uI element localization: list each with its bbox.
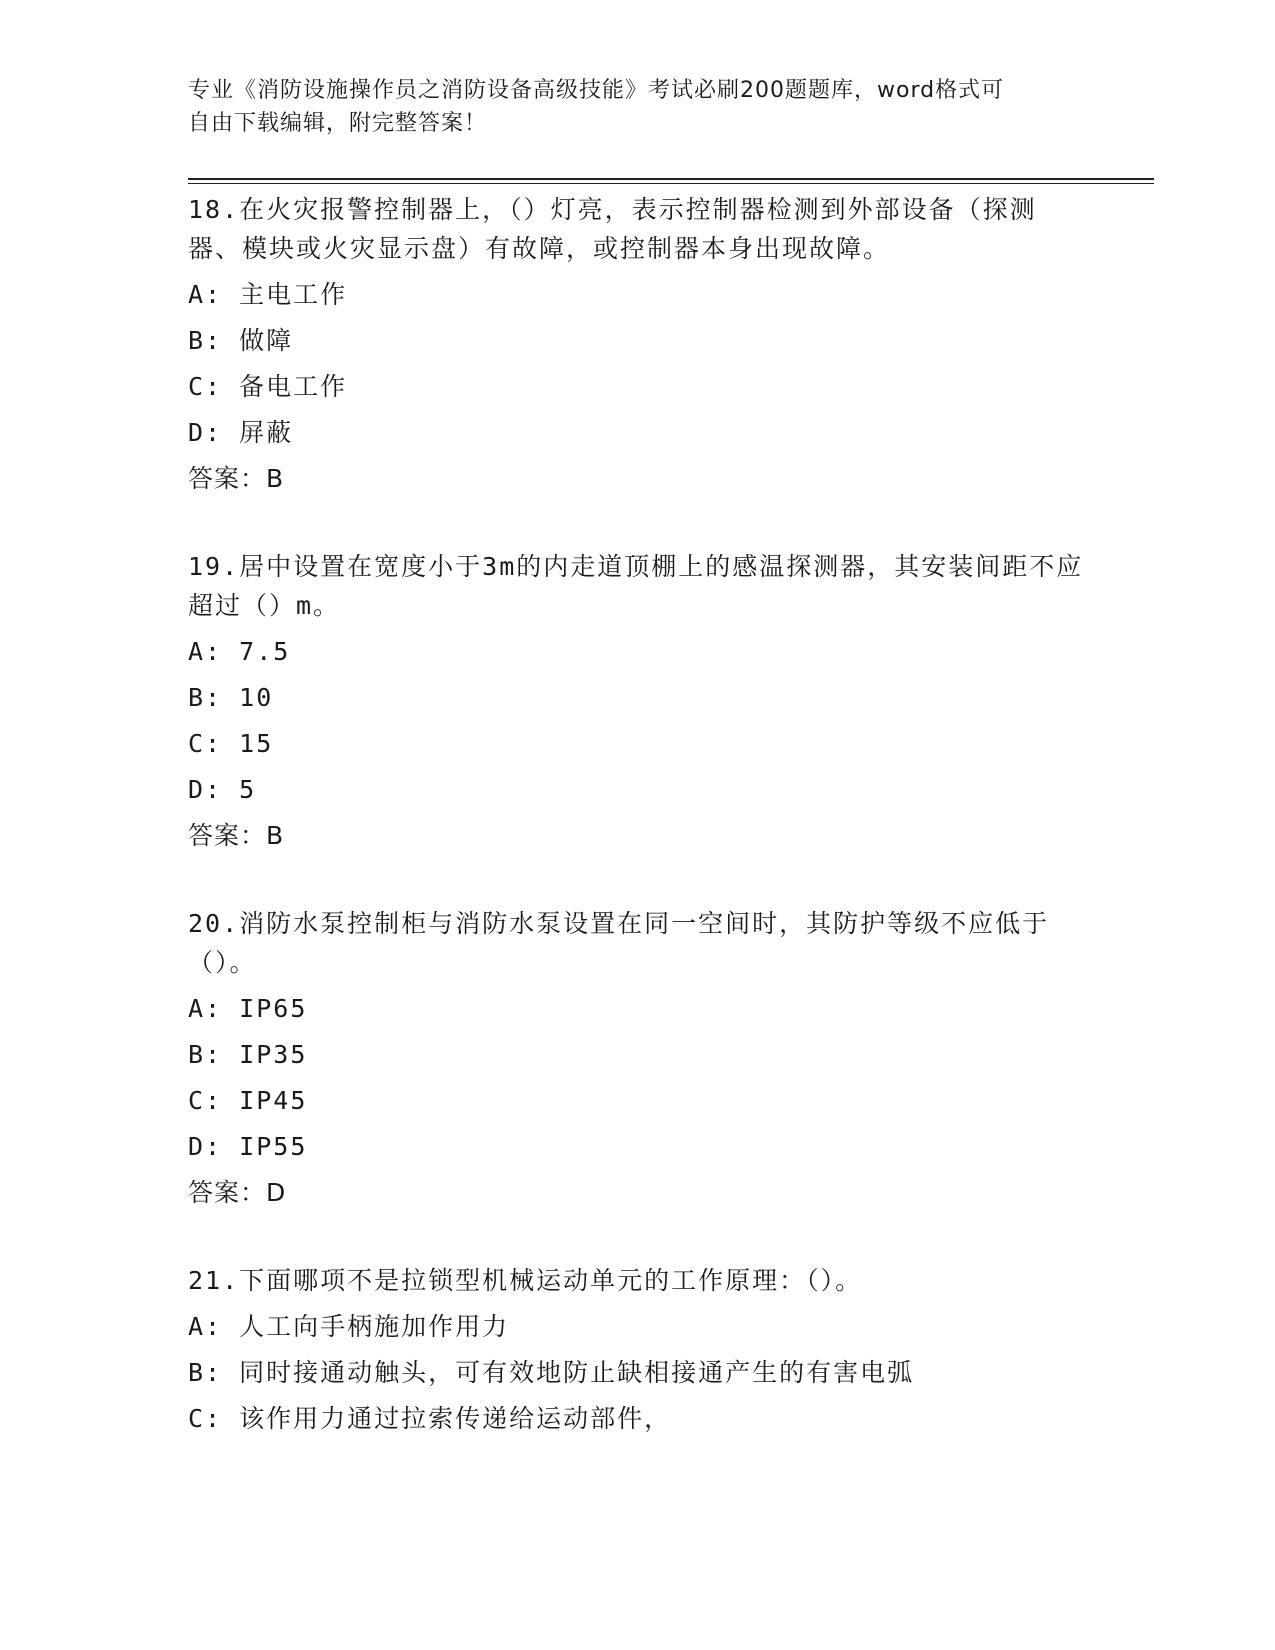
option-text: IP55 — [239, 1132, 308, 1161]
option-letter: D: — [188, 775, 223, 804]
option-text: IP45 — [239, 1086, 308, 1115]
option-d — [188, 1127, 1088, 1173]
option-letter: A: — [188, 637, 223, 666]
option-b — [188, 1035, 1088, 1081]
option-letter: B: — [188, 326, 223, 355]
question-18 — [188, 190, 1088, 505]
option-b — [188, 678, 1088, 724]
option-c — [188, 367, 1088, 413]
option-letter: A: — [188, 994, 223, 1023]
question-20 — [188, 904, 1088, 1219]
option-letter: A: — [188, 280, 223, 309]
option-text: 10 — [239, 683, 274, 712]
option-letter: C: — [188, 729, 223, 758]
option-letter: B: — [188, 683, 223, 712]
option-text: 备电工作 — [239, 372, 348, 401]
option-letter: D: — [188, 418, 223, 447]
option-letter: A: — [188, 1312, 223, 1341]
option-letter: B: — [188, 1040, 223, 1069]
option-text: 同时接通动触头，可有效地防止缺相接通产生的有害电弧 — [239, 1358, 915, 1387]
option-text: IP35 — [239, 1040, 308, 1069]
answer-label: 答案：D — [188, 1178, 287, 1207]
option-c — [188, 724, 1088, 770]
option-a — [188, 1307, 1088, 1353]
option-text: 该作用力通过拉索传递给运动部件， — [239, 1404, 672, 1433]
option-text: 15 — [239, 729, 274, 758]
option-text: 5 — [239, 775, 257, 804]
option-text: 屏蔽 — [239, 418, 294, 447]
option-letter: B: — [188, 1358, 223, 1387]
answer-label: 答案：B — [188, 821, 285, 850]
document-header — [188, 74, 1068, 140]
option-a — [188, 632, 1088, 678]
question-21 — [188, 1261, 1088, 1445]
option-text: 7.5 — [239, 637, 291, 666]
option-letter: D: — [188, 1132, 223, 1161]
option-c — [188, 1399, 1088, 1445]
option-a — [188, 275, 1088, 321]
question-text: 18.在火灾报警控制器上，（）灯亮，表示控制器检测到外部设备（探测器、模块或火灾显示盘）有故障，或控制器本身出现故障。 — [188, 195, 1037, 263]
option-text: 做障 — [239, 326, 294, 355]
option-text: IP65 — [239, 994, 308, 1023]
question-19 — [188, 547, 1088, 862]
option-text: 人工向手柄施加作用力 — [239, 1312, 510, 1341]
option-letter: C: — [188, 372, 223, 401]
option-b — [188, 1353, 1088, 1399]
question-list — [188, 190, 1088, 1487]
header-line-1: 专业《消防设施操作员之消防设备高级技能》考试必刷200题题库，word格式可 — [188, 78, 1005, 103]
question-text: 20.消防水泵控制柜与消防水泵设置在同一空间时，其防护等级不应低于（）。 — [188, 909, 1050, 977]
option-text: 主电工作 — [239, 280, 348, 309]
question-text: 21.下面哪项不是拉锁型机械运动单元的工作原理：（）。 — [188, 1266, 863, 1295]
option-letter: C: — [188, 1404, 223, 1433]
option-a — [188, 989, 1088, 1035]
option-b — [188, 321, 1088, 367]
header-line-2: 自由下载编辑，附完整答案！ — [188, 111, 488, 136]
answer-label: 答案：B — [188, 464, 285, 493]
option-d — [188, 413, 1088, 459]
option-c — [188, 1081, 1088, 1127]
header-divider-thin — [188, 183, 1154, 184]
header-divider-thick — [188, 178, 1154, 180]
option-d — [188, 770, 1088, 816]
question-text: 19.居中设置在宽度小于3m的内走道顶棚上的感温探测器，其安装间距不应超过（）m。 — [188, 552, 1084, 620]
option-letter: C: — [188, 1086, 223, 1115]
